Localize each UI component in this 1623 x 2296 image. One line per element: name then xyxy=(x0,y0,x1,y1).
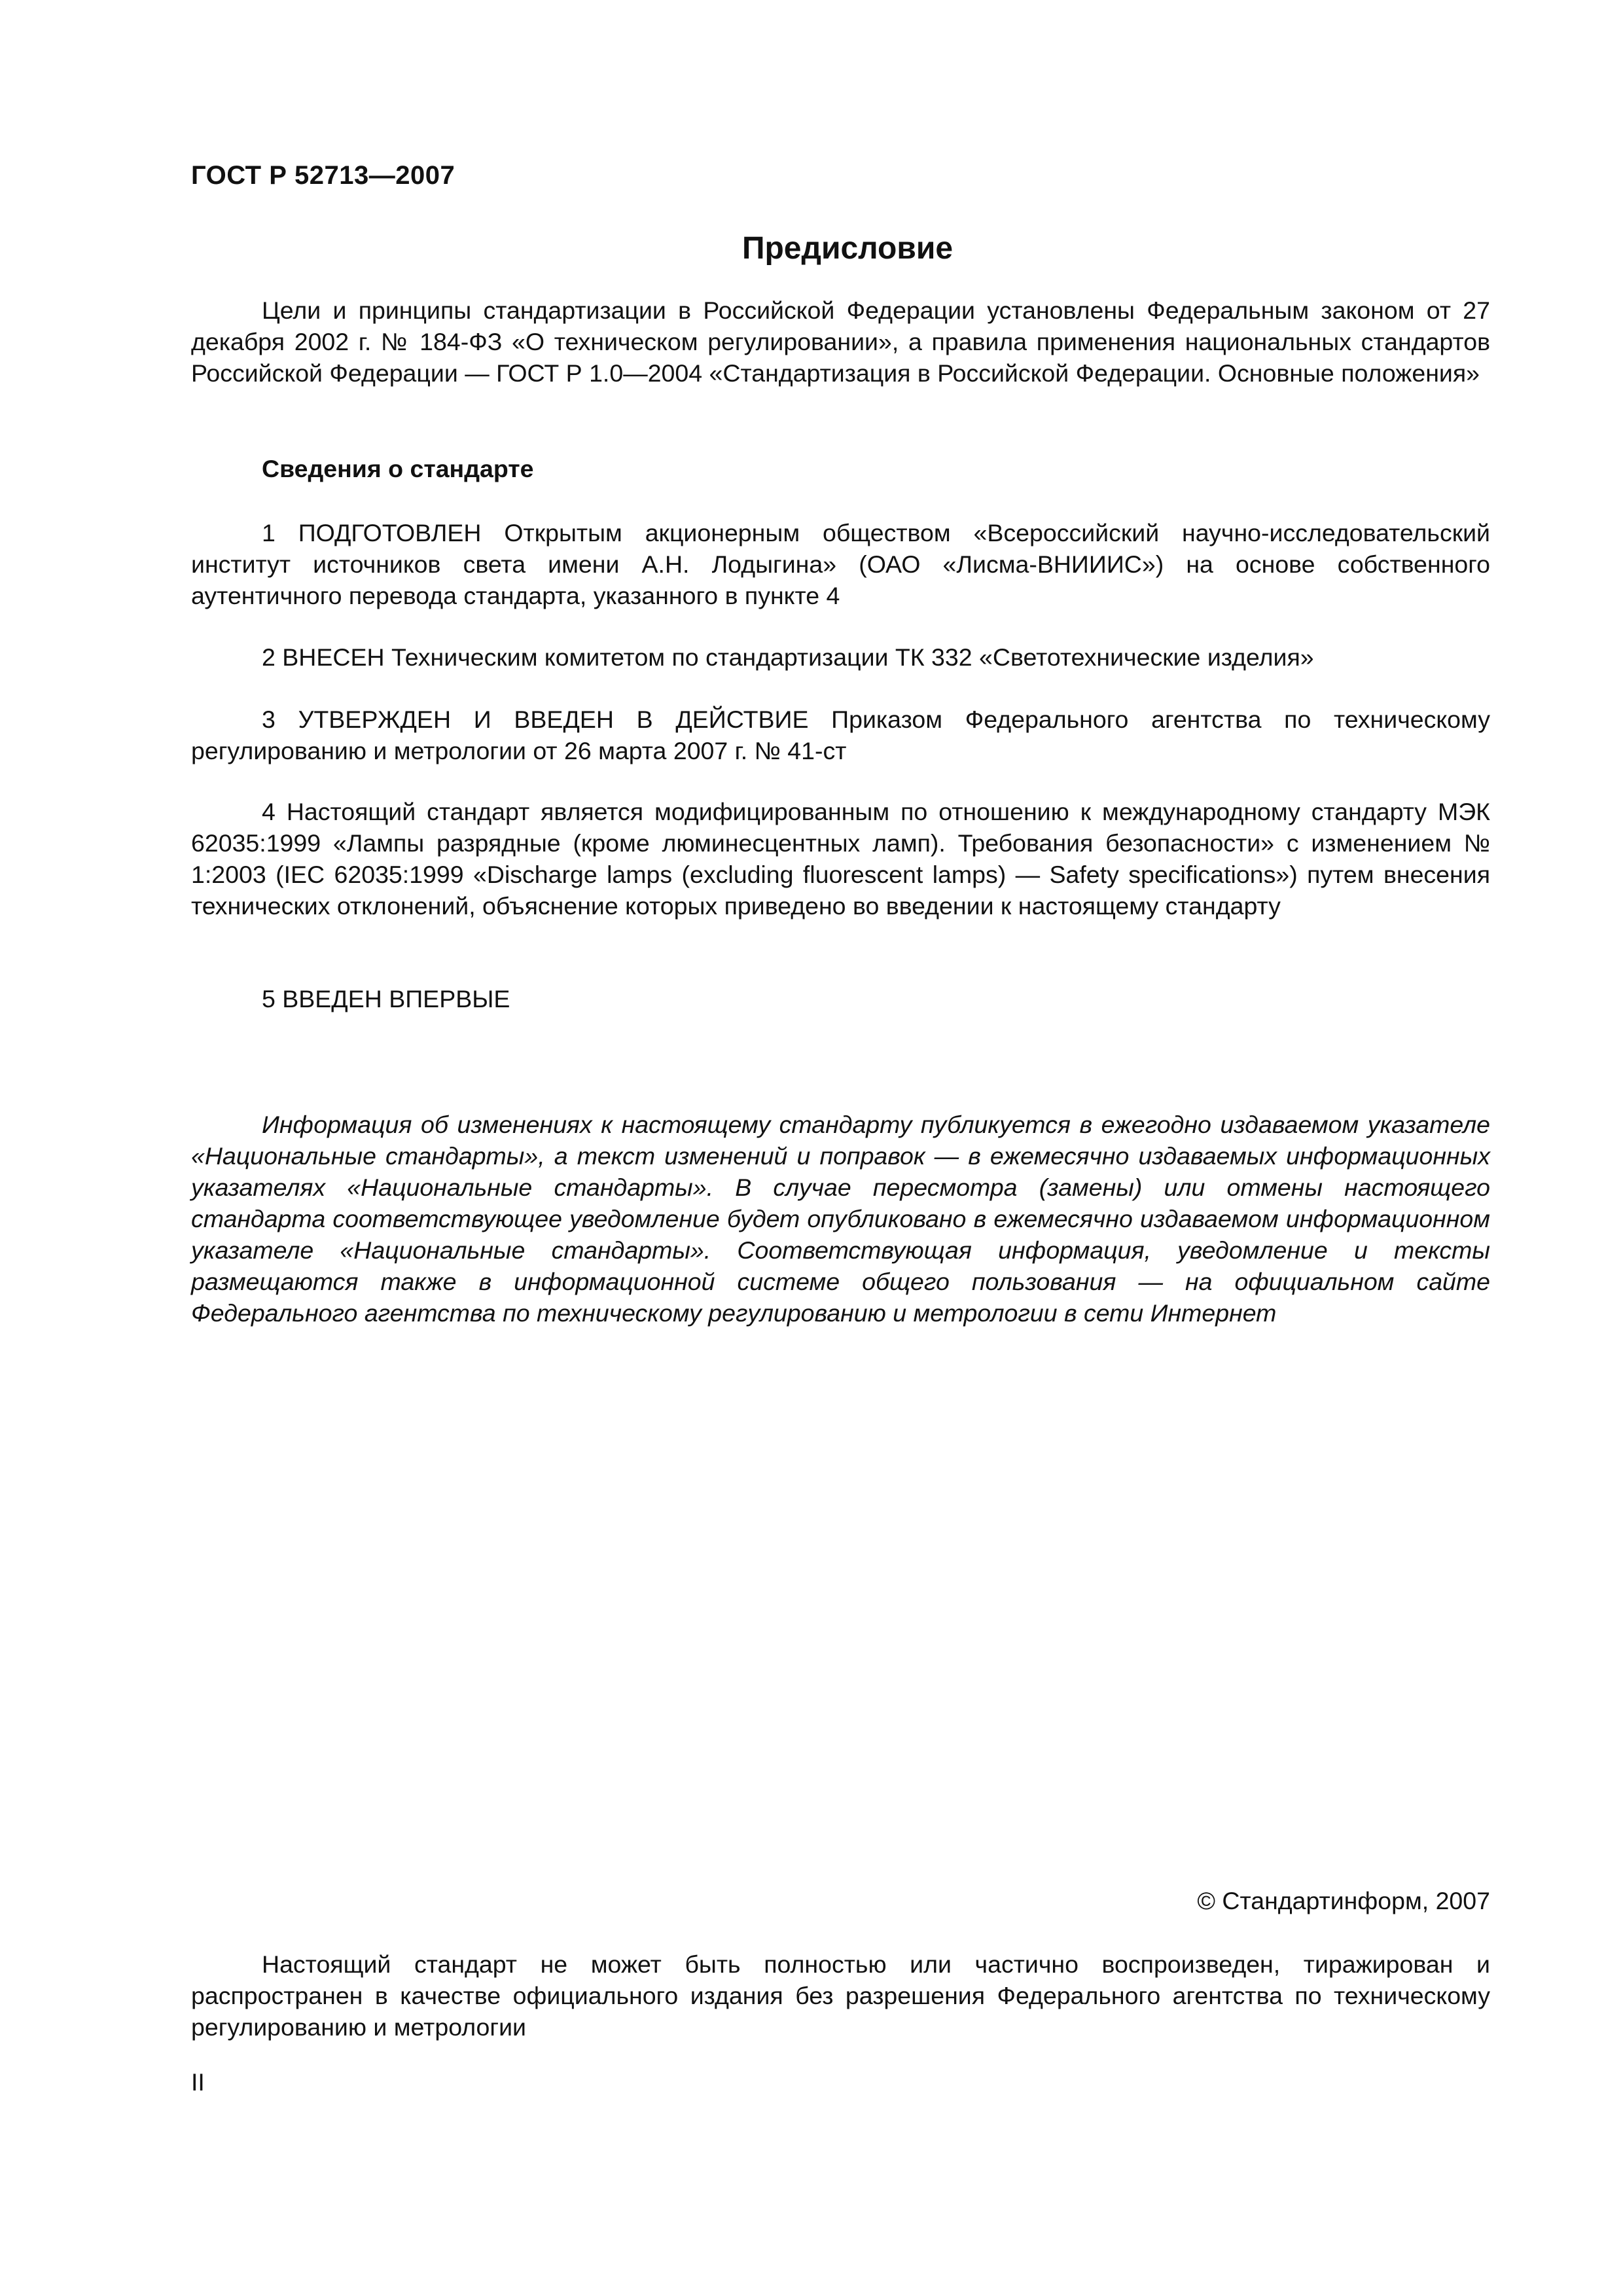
page-title: Предисловие xyxy=(741,231,954,266)
list-item: 1 ПОДГОТОВЛЕН Открытым акционерным обществом «Всероссийский научно-исследовательский институт источников света имени А.Н. Лодыгина» (ОАО «Лисма-ВНИИИС») на основе собственного аутентичного перевода стандарта, указанного в пункте 4 xyxy=(191,519,1490,609)
reproduction-notice-section xyxy=(191,1948,1490,2043)
list-item: 5 ВВЕДЕН ВПЕРВЫЕ xyxy=(262,985,510,1013)
page-number: II xyxy=(191,2068,205,2096)
list-item: 2 ВНЕСЕН Техническим комитетом по стандартизации ТК 332 «Светотехнические изделия» xyxy=(262,643,1314,671)
standard-info-item-5 xyxy=(191,983,1490,1014)
changes-info-section xyxy=(191,1109,1490,1329)
document-code: ГОСТ Р 52713—2007 xyxy=(191,161,455,190)
standard-info-item-2 xyxy=(191,641,1490,673)
list-item: 4 Настоящий стандарт является модифицированным по отношению к международному стандарту МЭК 62035:1999 «Лампы разрядные (кроме люминесцентных ламп). Требования безопасности» с изменением № 1:2003 (IEC 62035:1999 «Discharge lamps (excluding fluorescent lamps) — Safety specifications») путем внесения технических отклонений, объяснение которых приведено во введении к настоящему стандарту xyxy=(191,798,1490,920)
list-item: 3 УТВЕРЖДЕН И ВВЕДЕН В ДЕЙСТВИЕ Приказом Федерального агентства по техническому регулированию и метрологии от 26 марта 2007 г. № 41-ст xyxy=(191,706,1490,764)
standard-info-item-1 xyxy=(191,517,1490,611)
standard-info-heading: Сведения о стандарте xyxy=(262,455,534,482)
changes-info-paragraph: Информация об изменениях к настоящему стандарту публикуется в ежегодно издаваемом указателе «Национальные стандарты», а текст изменений и поправок — в ежемесячно издаваемых информационных указателях «Национальные стандарты». В случае пересмотра (замены) или отмены настоящего стандарта соответствующее уведомление будет опубликовано в ежемесячно издаваемом информационном указателе «Национальные стандарты». Соответствующая информация, уведомление и тексты размещаются также в информационной системе общего пользования — на официальном сайте Федерального агентства по техническому регулированию и метрологии в сети Интернет xyxy=(191,1111,1490,1327)
reproduction-notice: Настоящий стандарт не может быть полностью или частично воспроизведен, тиражирован и распространен в качестве официального издания без разрешения Федерального агентства по техническому регулированию и метрологии xyxy=(191,1950,1490,2041)
standard-info-item-4 xyxy=(191,796,1490,922)
standard-info-item-3 xyxy=(191,704,1490,766)
copyright-line: © Стандартинформ, 2007 xyxy=(1197,1887,1490,1914)
intro-section xyxy=(191,295,1490,389)
intro-paragraph: Цели и принципы стандартизации в Российской Федерации установлены Федеральным законом от 27 декабря 2002 г. № 184-ФЗ «О техническом регулировании», а правила применения национальных стандартов Российской Федерации — ГОСТ Р 1.0—2004 «Стандартизация в Российской Федерации. Основные положения» xyxy=(191,296,1490,387)
standard-info-heading-box xyxy=(191,453,1490,484)
